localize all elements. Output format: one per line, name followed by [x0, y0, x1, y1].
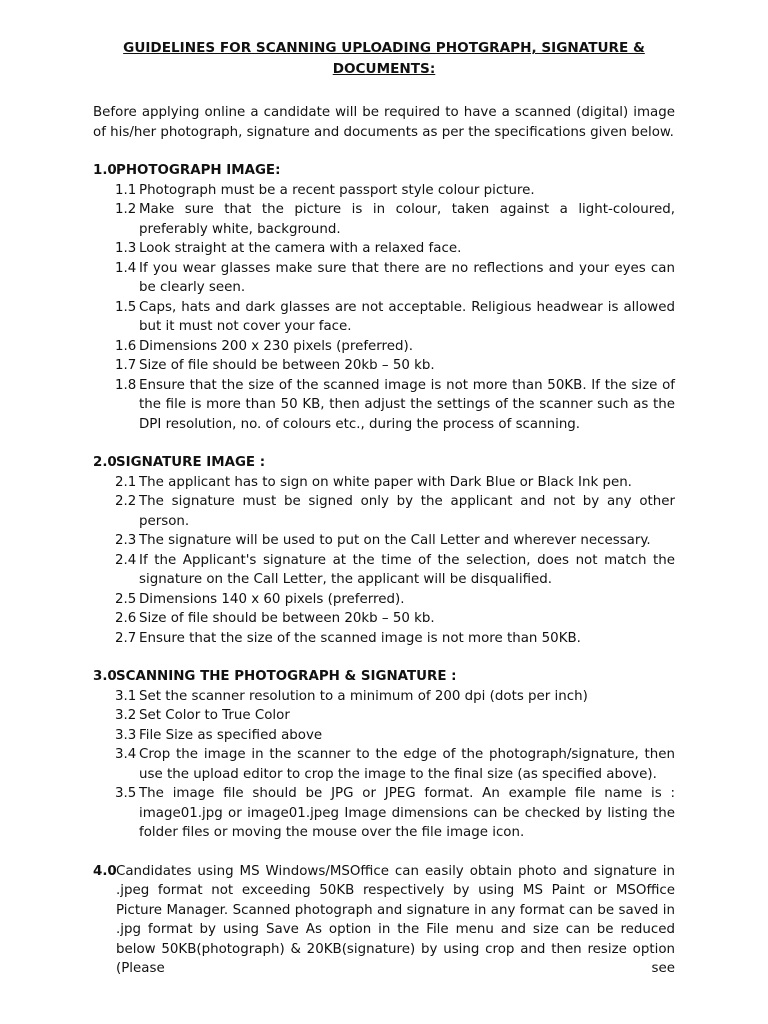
list-item: [115, 492, 675, 531]
item-number: 1.7: [115, 358, 137, 373]
item-number: 2.6: [115, 611, 137, 626]
item-text: Dimensions 200 x 230 pixels (preferred).: [139, 338, 413, 354]
section-ms-office-tips: [93, 862, 675, 979]
item-text: Set Color to True Color: [139, 708, 290, 723]
item-list: [93, 687, 675, 843]
item-text: Dimensions 140 x 60 pixels (preferred).: [139, 591, 405, 607]
list-item: [115, 629, 675, 649]
section-paragraph: Candidates using MS Windows/MSOffice can easily obtain photo and signature in .jpeg format not exceeding 50KB respectively by using MS Paint or MSOffice Picture Manager. Scanned photograph and signature in any format can be saved in .jpg format by using Save As option in the File menu and size can be reduced below 50KB(photograph) & 20KB(signature) by using crop and then resize option (Please see: [116, 863, 675, 976]
item-text: Size of file should be between 20kb – 50 kb.: [139, 611, 435, 626]
item-text: Photograph must be a recent passport style colour picture.: [139, 182, 535, 198]
item-text: The signature must be signed only by the applicant and not by any other person.: [139, 494, 675, 529]
item-number: 1.2: [115, 202, 137, 217]
item-number: 2.1: [115, 474, 137, 490]
item-number: 1.5: [115, 299, 137, 315]
item-number: 2.2: [115, 494, 137, 509]
list-item: [115, 745, 675, 784]
section-number: 2.0: [93, 455, 117, 470]
item-number: 3.1: [115, 688, 137, 704]
list-item: [115, 784, 675, 843]
list-item: [115, 356, 675, 376]
item-text: The image file should be JPG or JPEG format. An example file name is : image01.jpg or image01.jpeg Image dimensions can be checked by listing the folder files or moving the mouse over the file image icon.: [139, 786, 675, 840]
list-item: [115, 609, 675, 629]
list-item: [115, 200, 675, 239]
section-photograph: [93, 161, 675, 434]
item-number: 1.4: [115, 260, 137, 276]
list-item: [115, 239, 675, 259]
item-text: File Size as specified above: [139, 727, 323, 743]
item-text: Make sure that the picture is in colour, taken against a light-coloured, preferably white, background.: [139, 202, 675, 237]
item-list: [93, 181, 675, 435]
list-item: [115, 726, 675, 746]
list-item: [115, 590, 675, 610]
section-heading: [93, 667, 675, 687]
list-item: [115, 531, 675, 551]
list-item: [115, 706, 675, 726]
item-text: Size of file should be between 20kb – 50 kb.: [139, 358, 435, 373]
intro-paragraph: Before applying online a candidate will be required to have a scanned (digital) image of his/her photograph, signature and documents as per the specifications given below.: [93, 105, 675, 140]
section-heading: [93, 453, 675, 473]
item-number: 3.3: [115, 727, 137, 743]
item-number: 3.4: [115, 747, 137, 762]
item-text: Crop the image in the scanner to the edge of the photograph/signature, then use the upload editor to crop the image to the final size (as specified above).: [139, 747, 675, 782]
item-number: 2.5: [115, 591, 137, 607]
item-number: 1.6: [115, 338, 137, 354]
list-item: [115, 337, 675, 357]
item-text: Look straight at the camera with a relaxed face.: [139, 241, 462, 256]
section-signature: [93, 453, 675, 648]
item-number: 3.5: [115, 786, 137, 801]
item-text: Set the scanner resolution to a minimum of 200 dpi (dots per inch): [139, 688, 588, 704]
item-number: 2.7: [115, 630, 137, 646]
section-heading: [93, 161, 675, 181]
item-number: 1.1: [115, 182, 137, 198]
item-text: The signature will be used to put on the Call Letter and wherever necessary.: [139, 533, 651, 548]
item-number: 2.4: [115, 552, 137, 568]
section-title: SCANNING THE PHOTOGRAPH & SIGNATURE :: [116, 669, 457, 684]
item-text: If the Applicant's signature at the time of the selection, does not match the signature on the Call Letter, the applicant will be disqualified.: [139, 552, 675, 587]
item-list: [93, 473, 675, 649]
list-item: [115, 259, 675, 298]
list-item: [115, 376, 675, 435]
section-number: 4.0: [93, 863, 117, 879]
list-item: [115, 181, 675, 201]
section-scanning: [93, 667, 675, 843]
item-number: 1.8: [115, 377, 137, 393]
list-item: [115, 298, 675, 337]
section-number: 1.0: [93, 163, 117, 178]
item-text: The applicant has to sign on white paper with Dark Blue or Black Ink pen.: [139, 474, 632, 490]
document-page: [93, 38, 675, 979]
item-text: Caps, hats and dark glasses are not acceptable. Religious headwear is allowed but it must not cover your face.: [139, 299, 675, 334]
item-number: 2.3: [115, 533, 137, 548]
list-item: [115, 473, 675, 493]
section-title: SIGNATURE IMAGE :: [116, 455, 266, 470]
item-number: 1.3: [115, 241, 137, 256]
section-number: 3.0: [93, 669, 117, 684]
item-text: If you wear glasses make sure that there are no reflections and your eyes can be clearly seen.: [139, 260, 675, 295]
section-title: PHOTOGRAPH IMAGE:: [116, 163, 281, 178]
item-number: 3.2: [115, 708, 137, 723]
document-title: GUIDELINES FOR SCANNING UPLOADING PHOTGRAPH, SIGNATURE & DOCUMENTS:: [123, 40, 645, 77]
item-text: Ensure that the size of the scanned image is not more than 50KB.: [139, 630, 581, 646]
list-item: [115, 687, 675, 707]
item-text: Ensure that the size of the scanned image is not more than 50KB. If the size of the file is more than 50 KB, then adjust the settings of the scanner such as the DPI resolution, no. of colours etc., during the process of scanning.: [139, 377, 675, 432]
list-item: [115, 551, 675, 590]
